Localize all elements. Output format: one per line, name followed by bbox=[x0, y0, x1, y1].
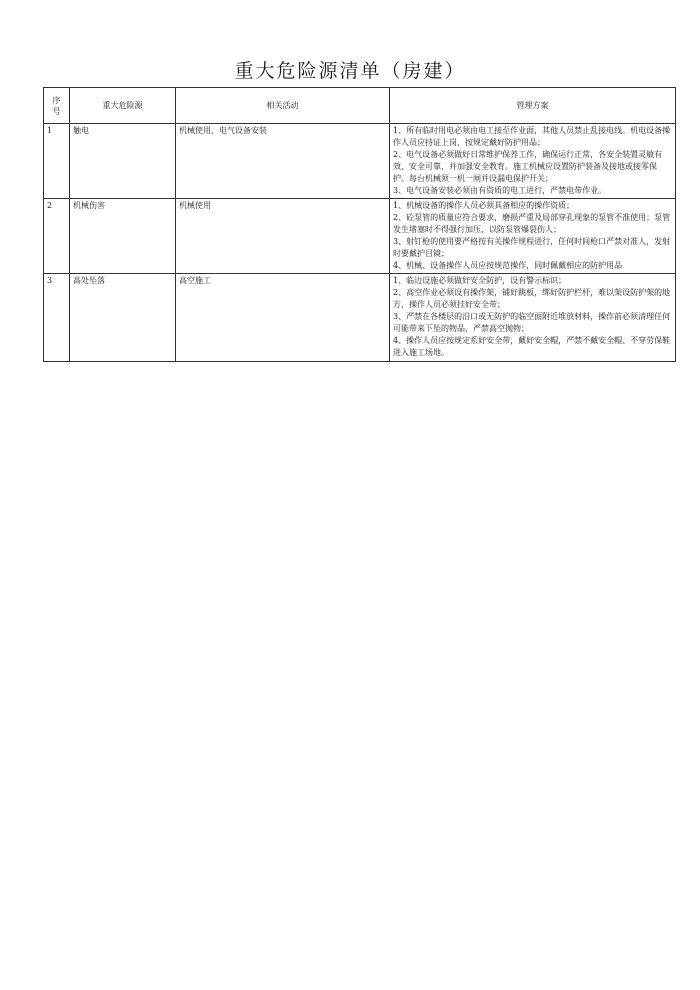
hazard-table bbox=[43, 87, 676, 362]
table-row bbox=[44, 274, 676, 362]
plan-item: 4、机械、设备操作人员应按规范操作，同时佩戴相应的防护用品 bbox=[393, 261, 623, 270]
row-activity: 机械使用 bbox=[176, 199, 390, 274]
plan-item: 3、电气设备安装必须由有资质的电工进行，严禁电带作业。 bbox=[393, 186, 607, 195]
plan-item: 4、操作人员应按规定系好安全带，戴好安全帽，严禁不戴安全帽、不穿劳保鞋进入施工场地。 bbox=[393, 336, 671, 357]
row-hazard: 触电 bbox=[70, 124, 176, 199]
page-title: 重大危险源清单（房建） bbox=[234, 60, 466, 82]
plan-item: 2、砼泵管的质量应符合要求，磨损严重及局部穿孔现象的泵管不准使用；泵管发生堵塞时不得强行加压，以防泵管爆裂伤人； bbox=[393, 213, 671, 234]
row-hazard: 机械伤害 bbox=[70, 199, 176, 274]
plan-item: 2、高空作业必须设有操作架，铺好跳板，绑好防护栏杆，难以架设防护架的地方，操作人员必须挂好安全带； bbox=[393, 288, 671, 309]
row-activity: 机械使用，电气设备安装 bbox=[176, 124, 390, 199]
header-no-line2: 号 bbox=[52, 106, 61, 116]
row-plan bbox=[390, 274, 676, 362]
row-activity: 高空施工 bbox=[176, 274, 390, 362]
row-no: 3 bbox=[44, 274, 70, 362]
row-no: 1 bbox=[44, 124, 70, 199]
plan-item: 1、所有临时用电必须由电工接至作业面，其他人员禁止乱接电线。机电设备操作人员应持证上岗，按规定戴好防护用品； bbox=[393, 126, 671, 147]
plan-item: 1、机械设备的操作人员必须具备相应的操作资质； bbox=[393, 201, 575, 210]
header-no bbox=[44, 88, 70, 124]
plan-item: 3、严禁在各楼层的沿口或无防护的临空面附近堆放材料，操作前必须清理任何可能带来下坠的物品，严禁高空抛物； bbox=[393, 312, 671, 333]
table-header-row bbox=[44, 88, 676, 124]
plan-item: 1、临边设施必须做好安全防护，设有警示标识； bbox=[393, 276, 567, 285]
header-no-line1: 序 bbox=[52, 95, 61, 105]
plan-item: 2、电气设备必须做好日常维护保养工作，确保运行正常，各安全装置灵敏有效、安全可靠，并加强安全教育。施工机械应设置防护装备及接地或接零保护。每台机械须一机一闸并设漏电保护开关； bbox=[393, 150, 663, 183]
row-plan bbox=[390, 199, 676, 274]
row-no: 2 bbox=[44, 199, 70, 274]
row-plan bbox=[390, 124, 676, 199]
table-row bbox=[44, 199, 676, 274]
header-activity: 相关活动 bbox=[176, 88, 390, 124]
header-plan: 管理方案 bbox=[390, 88, 676, 124]
header-hazard: 重大危险源 bbox=[70, 88, 176, 124]
table-row bbox=[44, 124, 676, 199]
plan-item: 3、射钉枪的使用要严格按有关操作规程进行，任何时间枪口严禁对准人，发射时要戴护目镜； bbox=[393, 237, 671, 258]
row-hazard: 高处坠落 bbox=[70, 274, 176, 362]
